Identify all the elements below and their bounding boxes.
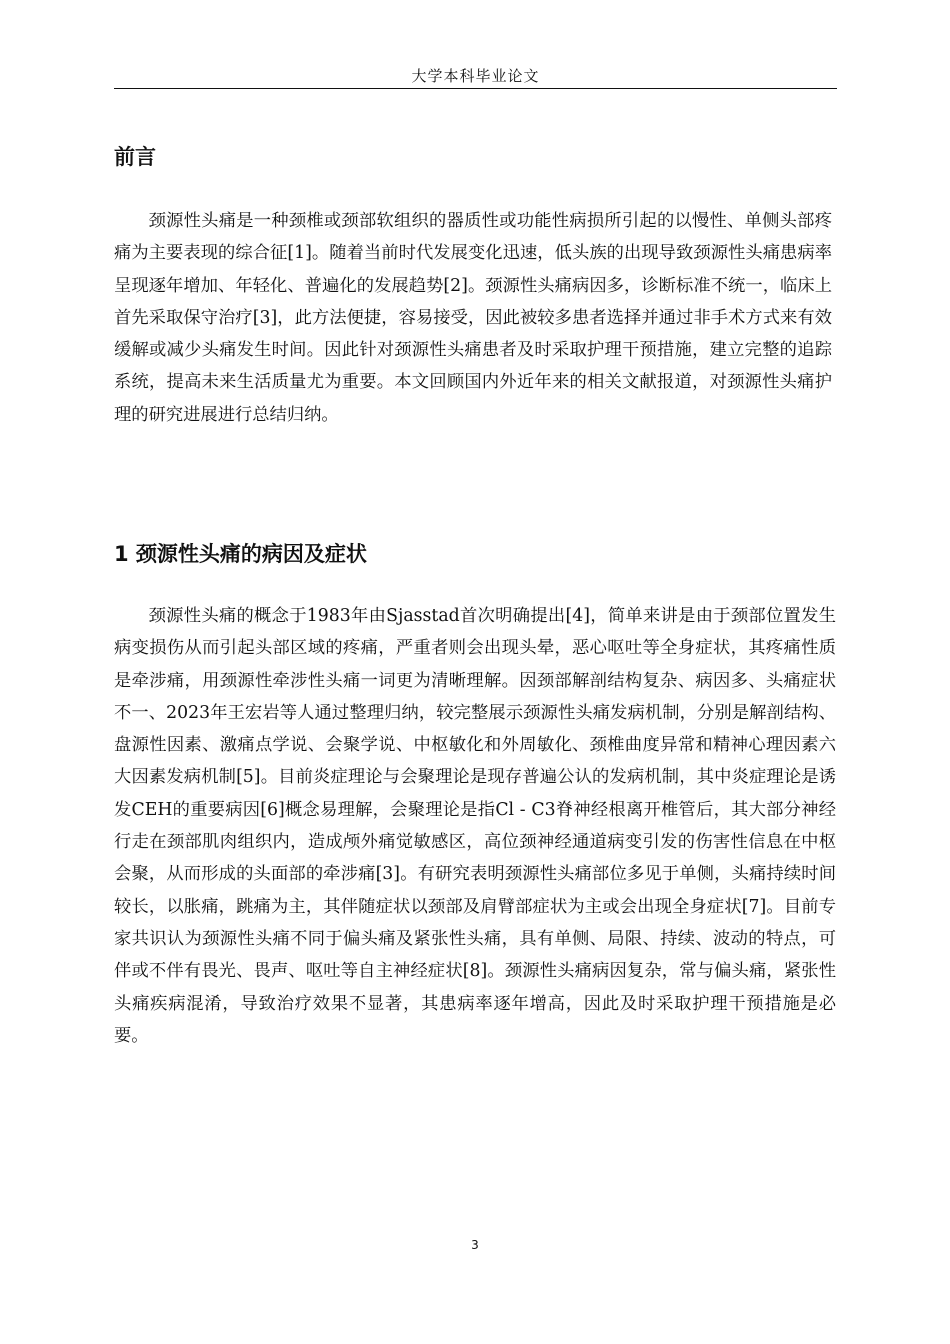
preface-heading: 前言 (114, 145, 156, 169)
section-1-heading: 1 颈源性头痛的病因及症状 (114, 542, 367, 566)
running-header: 大学本科毕业论文 (411, 67, 540, 85)
page-number: 3 (471, 1238, 479, 1252)
section-1-paragraph: 颈源性头痛的概念于1983年由Sjasstad首次明确提出[4]，简单来讲是由于颈部位置发生病变损伤从而引起头部区域的疼痛，严重者则会出现头晕，恶心呕吐等全身症状，其疼痛性质是牵涉痛，用颈源性牵涉性头痛一词更为清晰理解。因颈部解剖结构复杂、病因多、头痛症状不一、2023年王宏岩等人通过整理归纳，较完整展示颈源性头痛发病机制，分别是解剖结构、盘源性因素、激痛点学说、会聚学说、中枢敏化和外周敏化、颈椎曲度异常和精神心理因素六大因素发病机制[5]。目前炎症理论与会聚理论是现存普遍公认的发病机制，其中炎症理论是诱发CEH的重要病因[6]概念易理解，会聚理论是指Cl - C3脊神经根离开椎管后，其大部分神经行走在颈部肌肉组织内，造成颅外痛觉敏感区，高位颈神经通道病变引发的伤害性信息在中枢会聚，从而形成的头面部的牵涉痛[3]。有研究表明颈源性头痛部位多见于单侧，头痛持续时间较长，以胀痛，跳痛为主，其伴随症状以颈部及肩臂部症状为主或会出现全身症状[7]。目前专家共识认为颈源性头痛不同于偏头痛及紧张性头痛，具有单侧、局限、持续、波动的特点，可伴或不伴有畏光、畏声、呕吐等自主神经症状[8]。颈源性头痛病因复杂，常与偏头痛，紧张性头痛疾病混淆，导致治疗效果不显著，其患病率逐年增高，因此及时采取护理干预措施是必要。 (114, 606, 836, 1046)
preface-paragraph: 颈源性头痛是一种颈椎或颈部软组织的器质性或功能性病损所引起的以慢性、单侧头部疼痛为主要表现的综合征[1]。随着当前时代发展变化迅速，低头族的出现导致颈源性头痛患病率呈现逐年增加、年轻化、普遍化的发展趋势[2]。颈源性头痛病因多，诊断标准不统一，临床上首先采取保守治疗[3]，此方法便捷，容易接受，因此被较多患者选择并通过非手术方式来有效缓解或减少头痛发生时间。因此针对颈源性头痛患者及时采取护理干预措施，建立完整的追踪系统，提高未来生活质量尤为重要。本文回顾国内外近年来的相关文献报道，对颈源性头痛护理的研究进展进行总结归纳。 (114, 211, 832, 425)
header-rule (114, 88, 837, 89)
